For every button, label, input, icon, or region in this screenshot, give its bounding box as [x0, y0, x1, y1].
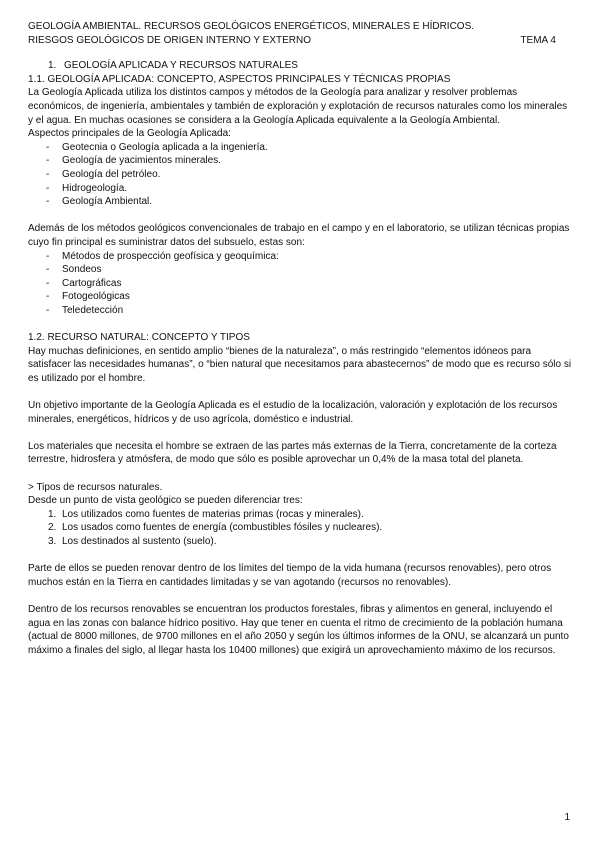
list-item-text: Los utilizados como fuentes de materias primas (rocas y minerales).: [62, 508, 364, 520]
types-list: [28, 508, 574, 549]
list-item: - Geología del petróleo.: [28, 168, 574, 182]
techniques-list: [28, 250, 574, 318]
section-1-1-heading: 1.1. GEOLOGÍA APLICADA: CONCEPTO, ASPECTOS PRINCIPALES Y TÉCNICAS PROPIAS: [28, 73, 451, 85]
page-number: 1: [564, 812, 570, 823]
list-item: [28, 508, 574, 522]
list-item-text: Los destinados al sustento (suelo).: [62, 535, 217, 547]
list-item: - Métodos de prospección geofísica y geoquímica:: [28, 250, 574, 264]
list-item: - Teledetección: [28, 304, 574, 318]
spacer: [28, 426, 574, 440]
spacer: [28, 467, 574, 481]
section-1-heading: [28, 59, 574, 73]
list-number: 3.: [48, 535, 57, 547]
types-heading: > Tipos de recursos naturales.: [28, 481, 163, 493]
list-item: - Geología de yacimientos minerales.: [28, 154, 574, 168]
list-number: 1.: [48, 508, 57, 520]
list-item-text: Los usados como fuentes de energía (combustibles fósiles y nucleares).: [62, 522, 383, 534]
list-item: [28, 535, 574, 549]
header-line-1: [28, 20, 574, 34]
paragraph-renewable: Parte de ellos se pueden renovar dentro de los límites del tiempo de la vida humana (recursos renovables), pero otros muchos están en la Tierra en cantidades limitadas y se van agotando (recursos no renovables).: [28, 563, 552, 588]
document-header: [28, 20, 574, 47]
list-item: - Geología Ambiental.: [28, 195, 574, 209]
spacer: [28, 549, 574, 563]
section-1-2-heading: 1.2. RECURSO NATURAL: CONCEPTO Y TIPOS: [28, 332, 250, 344]
section-1-title: GEOLOGÍA APLICADA Y RECURSOS NATURALES: [64, 60, 298, 72]
aspects-title: Aspectos principales de la Geología Aplicada:: [28, 128, 231, 140]
spacer: [28, 589, 574, 603]
list-item: - Hidrogeología.: [28, 182, 574, 196]
header-line-2: [28, 34, 574, 48]
list-item: - Sondeos: [28, 263, 574, 277]
paragraph-materials: Los materiales que necesita el hombre se extraen de las partes más externas de la Tierra, concretamente de la corteza terrestre, hidrosfera y atmósfera, de modo que sólo es posible aprovechar un 0,4% de la masa total del planeta.: [28, 440, 557, 466]
types-intro: Desde un punto de vista geológico se pueden diferenciar tres:: [28, 495, 303, 507]
list-item: - Geotecnia o Geología aplicada a la ingeniería.: [28, 141, 574, 155]
header-title-line1: GEOLOGÍA AMBIENTAL. RECURSOS GEOLÓGICOS ENERGÉTICOS, MINERALES E HÍDRICOS.: [28, 21, 475, 32]
paragraph-population: Dentro de los recursos renovables se encuentran los productos forestales, fibras y alimentos en general, incluyendo el agua en las zonas con balance hídrico positivo. Hay que tener en cuenta el ritmo de crecimiento de la población humana (actual de 8000 millones, de 9700 millones en el año 2050 y según los últimos informes de la ONU, se alcanzará un punto máximo a finales del siglo, al llegar hasta los 10400 millones) que exigirá un aprovechamiento máximo de los recursos.: [28, 603, 569, 656]
list-item: [28, 521, 574, 535]
paragraph-definitions: Hay muchas definiciones, en sentido amplio “bienes de la naturaleza”, o más restringido “elementos idóneos para satisfacer las necesidades humanas”, o “bien natural que necesitamos para abastecernos” de modo que es recurso sólo si es utilizado por el hombre.: [28, 345, 572, 384]
document-page: [28, 20, 574, 657]
header-title-line2: RIESGOS GEOLÓGICOS DE ORIGEN INTERNO Y EXTERNO: [28, 34, 312, 46]
spacer: [28, 385, 574, 399]
section-1-number: 1.: [48, 60, 57, 72]
techniques-intro: Además de los métodos geológicos convencionales de trabajo en el campo y en el laboratorio, se utilizan técnicas propias cuyo fin principal es suministrar datos del subsuelo, estas son:: [28, 223, 570, 248]
header-tema: TEMA 4: [520, 34, 556, 46]
spacer: [28, 209, 574, 223]
list-item: - Cartográficas: [28, 277, 574, 291]
aspects-list: [28, 141, 574, 209]
list-number: 2.: [48, 522, 57, 534]
spacer: [28, 317, 574, 331]
list-item: - Fotogeológicas: [28, 290, 574, 304]
section-1-1-intro: La Geología Aplicada utiliza los distintos campos y métodos de la Geología para analizar y resolver problemas económicos, de ingeniería, ambientales y también de exploración y explotación de recursos naturales como los minerales y el agua. En muchas ocasiones se considera a la Geología Aplicada equivalente a la Geología Ambiental.: [28, 87, 568, 126]
paragraph-objective: Un objetivo importante de la Geología Aplicada es el estudio de la localización, valoración y explotación de los recursos minerales, energéticos, hídricos y de uso agrícola, doméstico e industrial.: [28, 400, 558, 425]
